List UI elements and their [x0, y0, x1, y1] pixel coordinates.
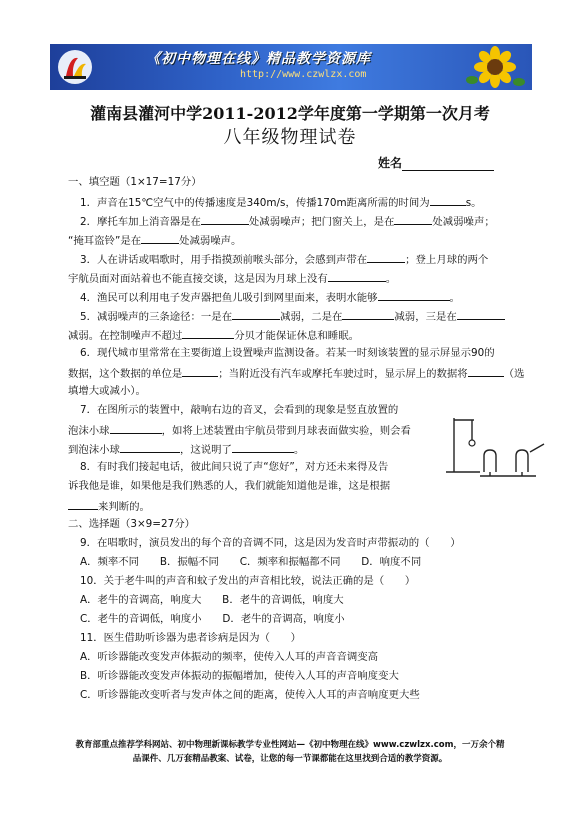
name-blank[interactable]	[402, 158, 494, 171]
question-7-cont: 泡沫小球 ，如将上述装置由宇航员带到月球表面做实验，则会看	[68, 422, 411, 438]
question-4: 4．渔民可以利用电子发声器把鱼儿吸引到网里面来，表明水能够 。	[80, 289, 460, 305]
question-3-cont: 宇航员面对面站着也不能直接交谈，这是因为月球上没有 。	[68, 270, 396, 286]
footer-line-1: 教育部重点推荐学科网站、初中物理新课标教学专业性网站—《初中物理在线》www.czwlzx.com，一万余个精	[75, 740, 505, 750]
question-8-cont: 诉我他是谁，如果他是我们熟悉的人，我们就能知道他是谁，这是根据	[68, 480, 391, 492]
question-10-options-cd: C．老牛的音调低，响度小 D．老牛的音调高，响度小	[80, 613, 345, 625]
question-5: 5．减弱噪声的三条途径：一是在 减弱，二是在 减弱，三是在	[80, 308, 505, 324]
question-2-cont: “掩耳盗铃”是在 处减弱噪声。	[68, 232, 241, 248]
question-1: 1．声音在15℃空气中的传播速度是340m/s，传播170m距离所需的时间为 s。	[80, 194, 482, 210]
question-7-cont2: 到泡沫小球 ，这说明了 。	[68, 441, 304, 457]
question-3: 3．人在讲话或唱歌时，用手指摸颈前喉头部分，会感到声带在 ；登上月球的两个	[80, 251, 488, 267]
question-10: 10．关于老牛叫的声音和蚊子发出的声音相比较，说法正确的是（ ）	[80, 575, 416, 587]
question-11-option-b: B．听诊器能改变发声体振动的振幅增加，使传入人耳的声音响度变大	[80, 670, 399, 682]
question-8: 8．有时我们接起电话，彼此间只说了声“您好”，对方还未来得及告	[80, 461, 389, 473]
exam-title: 八年级物理试卷	[223, 127, 357, 148]
question-11: 11．医生借助听诊器为患者诊病是因为（ ）	[80, 632, 302, 644]
question-11-option-c: C．听诊器能改变听者与发声体之间的距离，使传入人耳的声音响度更大些	[80, 689, 420, 701]
name-label: 姓名	[378, 156, 403, 170]
question-11-option-a: A．听诊器能改变发声体振动的频率，使传入人耳的声音音调变高	[80, 651, 379, 663]
section1-heading: 一、填空题（1×17=17分）	[68, 176, 202, 188]
banner-title: 《初中物理在线》精品教学资源库	[146, 51, 371, 67]
question-6-cont2: 填增大或减小）。	[68, 385, 146, 397]
footer-line-2: 品课件、几万套精品教案、试卷，让您的每一节课都能在这里找到合适的教学资源。	[132, 754, 448, 764]
banner-url[interactable]: http://www.czwlzx.com	[240, 69, 367, 80]
section2-heading: 二、选择题（3×9=27分）	[68, 518, 195, 530]
question-7: 7．在图所示的装置中，敲响右边的音叉，会看到的现象是竖直放置的	[80, 404, 399, 416]
school-title: 灌南县灌河中学2011-2012学年度第一学期第一次月考	[90, 104, 490, 123]
question-6: 6．现代城市里常常在主要街道上设置噪声监测设备。若某一时刻该装置的显示屏显示90的	[80, 347, 495, 359]
question-2: 2．摩托车加上消音器是在 处减弱噪声；把门窗关上，是在 处减弱噪声；	[80, 213, 495, 229]
question-8-cont2: 来判断的。	[68, 498, 150, 514]
question-5-cont: 减弱。在控制噪声不超过 分贝才能保证休息和睡眠。	[68, 327, 359, 343]
question-6-cont: 数据，这个数据的单位是 ；当附近没有汽车或摩托车驶过时，显示屏上的数据将 （选	[68, 365, 524, 381]
sunflower-icon	[464, 46, 526, 88]
question-10-options-ab: A．老牛的音调高，响度大 B．老牛的音调低，响度大	[80, 594, 344, 606]
site-logo-icon	[56, 48, 94, 86]
name-field[interactable]	[378, 154, 494, 171]
tuning-fork-apparatus-figure	[440, 412, 550, 477]
site-banner	[50, 44, 532, 90]
question-9-options: A．频率不同 B．振幅不同 C．频率和振幅都不同 D．响度不同	[80, 556, 422, 568]
question-9: 9．在唱歌时，演员发出的每个音的音调不同，这是因为发音时声带振动的（ ）	[80, 537, 461, 549]
